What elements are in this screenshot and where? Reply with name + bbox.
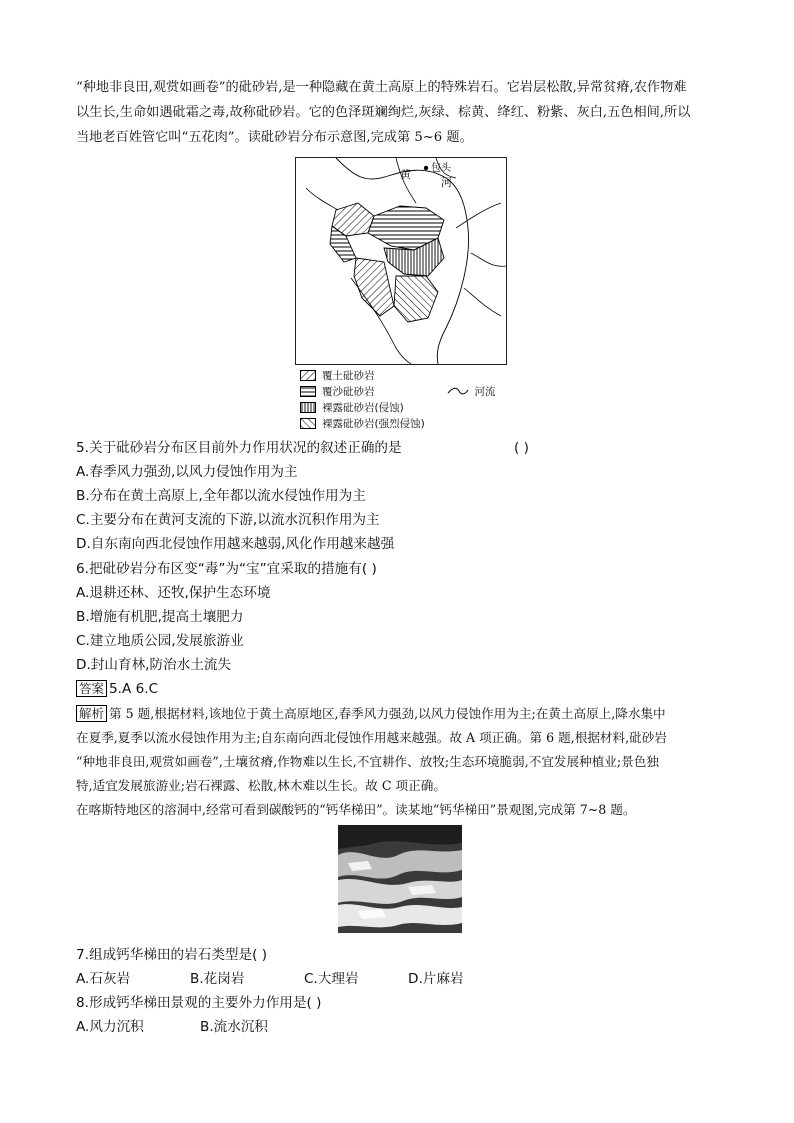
legend-item (300, 383, 530, 399)
river-line (456, 203, 501, 228)
question-7-option-a: A.石灰岩 (76, 971, 131, 987)
map-label-huang: 黄 (400, 168, 411, 181)
legend-swatch-overburden-soil (300, 370, 316, 381)
map-label-he: 河 (441, 176, 452, 189)
question-8-options (76, 1015, 314, 1039)
legend-river-symbol (447, 387, 469, 396)
question-5-option-b: B.分布在黄土高原上,全年都以流水侵蚀作用为主 (76, 488, 366, 504)
question-5-stem (76, 436, 529, 460)
pisha-sandstone-distribution-map (295, 157, 507, 365)
intro-line-2: 以生长,生命如遇砒霜之毒,故称砒砂岩。它的色泽斑斓绚烂,灰绿、棕黄、绛红、粉紫、灰白,五色相间,所以 (76, 105, 691, 120)
map-legend (300, 367, 530, 431)
legend-item (300, 399, 530, 415)
region-exposed-strong-erosion (394, 276, 438, 322)
answer-line (76, 677, 158, 701)
answer-tag: 答案 (76, 680, 107, 697)
question-6-option-a: A.退耕还林、还牧,保护生态环境 (76, 585, 271, 601)
river-line (464, 288, 501, 316)
analysis-line-2: 在夏季,夏季以流水侵蚀作用为主;自东南向西北侵蚀作用越来越强。故 A 项正确。第 6 题,根据材料,砒砂岩 (76, 730, 667, 745)
question-7-option-c: C.大理岩 (304, 971, 359, 987)
legend-item (300, 415, 530, 431)
legend-item (300, 367, 530, 383)
question-5-option-d: D.自东南向西北侵蚀作用越来越弱,风化作用越来越强 (76, 536, 395, 552)
river-line (471, 253, 506, 266)
question-6-option-d: D.封山育林,防治水土流失 (76, 657, 232, 673)
question-7-stem: 7.组成钙华梯田的岩石类型是( ) (76, 947, 268, 963)
analysis-tag: 解析 (76, 705, 107, 722)
analysis-text-1: 第 5 题,根据材料,该地位于黄土高原地区,春季风力强劲,以风力侵蚀作用为主;在黄土高原上,降水集中 (109, 706, 666, 721)
legend-label: 裸露砒砂岩(侵蚀) (322, 401, 404, 414)
intro-line-3: 当地老百姓管它叫“五花肉”。读砒砂岩分布示意图,完成第 5~6 题。 (76, 130, 473, 145)
answer-text: 5.A 6.C (109, 681, 159, 697)
question-6-option-b: B.增施有机肥,提高土壤肥力 (76, 609, 244, 625)
question-7-options (76, 967, 522, 991)
question-6-option-c: C.建立地质公园,发展旅游业 (76, 633, 244, 649)
legend-swatch-exposed-strong-erosion (300, 418, 316, 429)
legend-swatch-overburden-sand (300, 386, 316, 397)
map-svg (296, 158, 506, 364)
analysis-line-3: “种地非良田,观赏如画卷”,土壤贫瘠,作物难以生长,不宜耕作、放牧;生态环境脆弱,不宜发展种植业;景色独 (76, 754, 659, 769)
map-label-baotou: 包头 (431, 163, 451, 174)
question-8-stem: 8.形成钙华梯田景观的主要外力作用是( ) (76, 995, 322, 1011)
region-overburden-soil-south (354, 258, 394, 316)
photo-illustration (338, 825, 462, 933)
legend-swatch-exposed-erosion (300, 402, 316, 413)
baotou-marker (424, 166, 428, 170)
question-8-option-a: A.风力沉积 (76, 1019, 144, 1035)
intro2-line: 在喀斯特地区的溶洞中,经常可看到碳酸钙的“钙华梯田”。读某地“钙华梯田”景观图,完成第 7~8 题。 (76, 802, 636, 817)
legend-label: 覆土砒砂岩 (322, 369, 375, 382)
question-7-option-d: D.片麻岩 (408, 971, 464, 987)
legend-label: 裸露砒砂岩(强烈侵蚀) (322, 417, 425, 430)
intro-line-1: “种地非良田,观赏如画卷”的砒砂岩,是一种隐藏在黄土高原上的特殊岩石。它岩层松散,异常贫瘠,农作物难 (76, 80, 687, 95)
question-7-option-b: B.花岗岩 (190, 971, 245, 987)
question-5-option-c: C.主要分布在黄河支流的下游,以流水沉积作用为主 (76, 512, 380, 528)
question-6-stem: 6.把砒砂岩分布区变“毒”为“宝”宜采取的措施有( ) (76, 561, 377, 577)
analysis-line-1 (76, 701, 726, 726)
analysis-line-4: 特,适宜发展旅游业;岩石裸露、松散,林木难以生长。故 C 项正确。 (76, 778, 446, 793)
question-5-option-a: A.春季风力强劲,以风力侵蚀作用为主 (76, 464, 298, 480)
question-8-option-b: B.流水沉积 (200, 1019, 269, 1035)
river-line (306, 188, 338, 210)
legend-river-label: 河流 (474, 385, 496, 398)
question-5-paren: ( ) (514, 440, 529, 456)
question-5-text: 5.关于砒砂岩分布区目前外力作用状况的叙述正确的是 (76, 440, 402, 456)
legend-label: 覆沙砒砂岩 (322, 385, 375, 398)
travertine-terraces-photo (338, 825, 462, 933)
